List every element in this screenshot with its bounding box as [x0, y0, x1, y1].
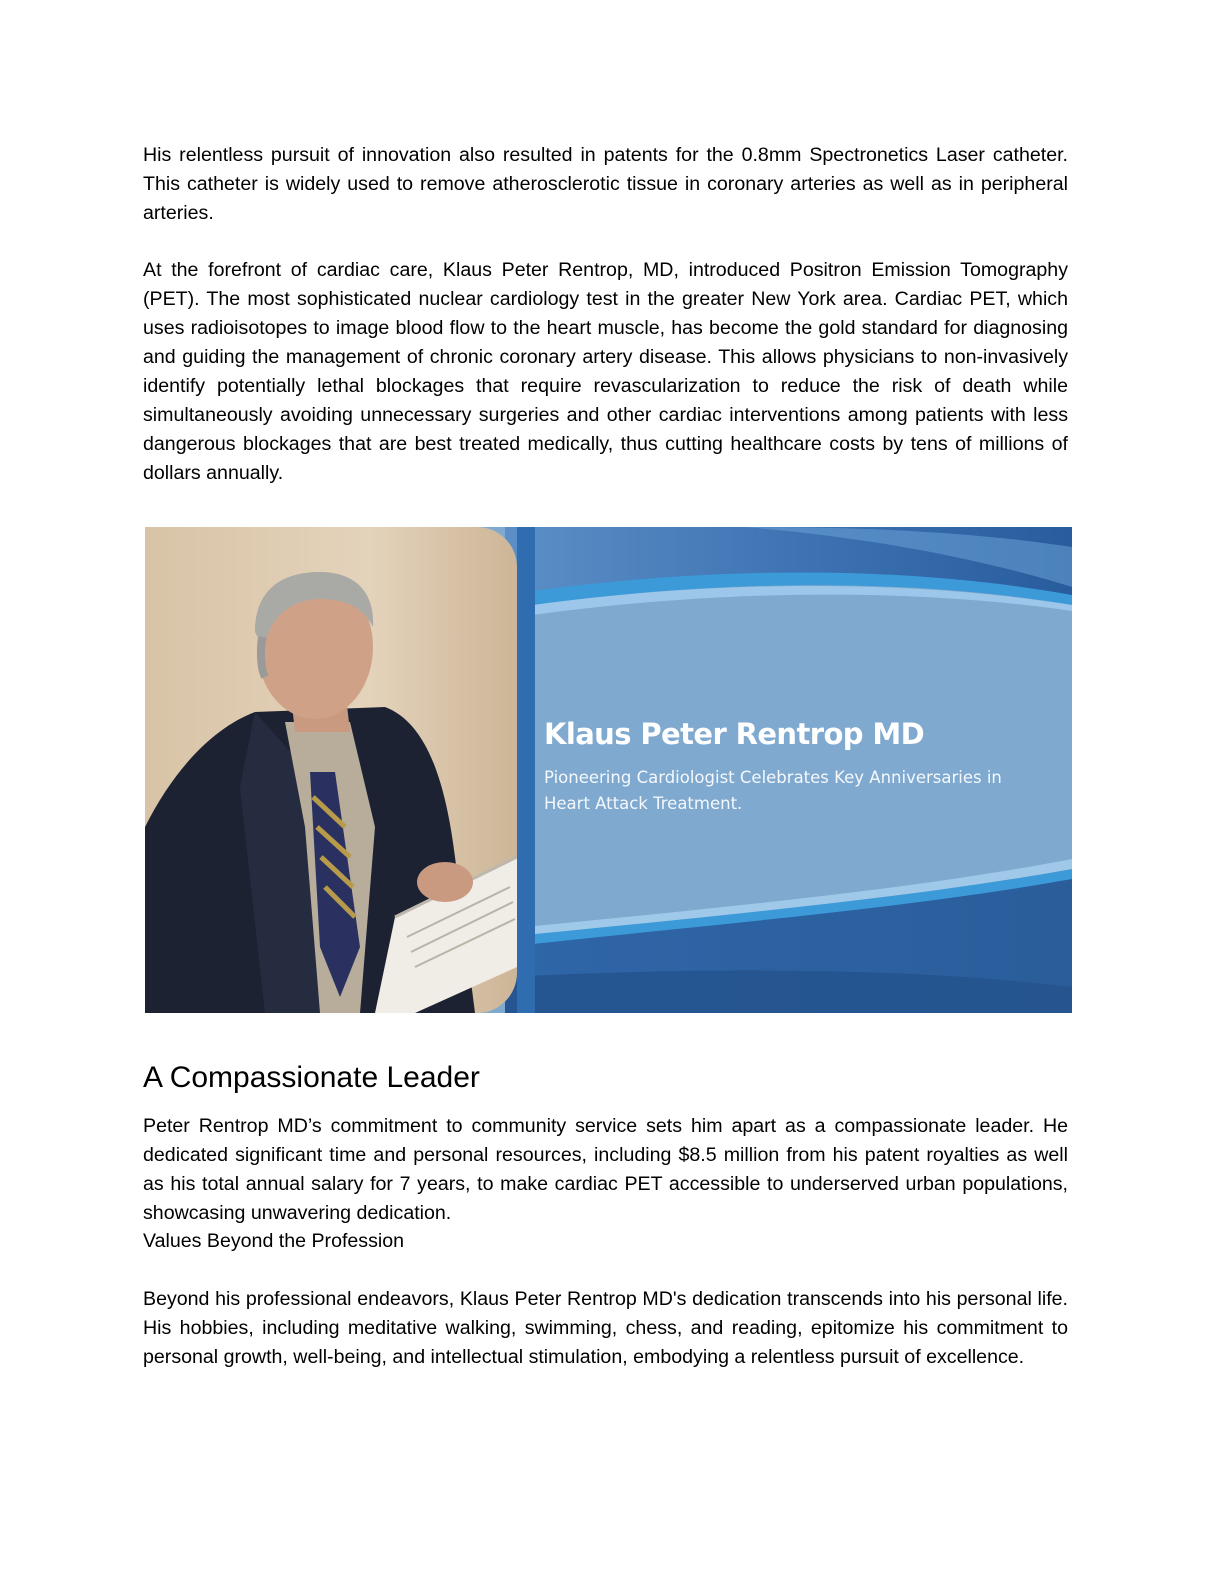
paragraph-community-service: Peter Rentrop MD’s commitment to community service sets him apart as a compassionate leader. He dedicated significant time and personal resources, including $8.5 million from his patent royalties as well as his total annual salary for 7 years, to make cardiac PET accessible to underserved urban populations, showcasing unwavering dedication.: [143, 1115, 1068, 1224]
paragraph-laser-catheter: His relentless pursuit of innovation also resulted in patents for the 0.8mm Spectronetics Laser catheter. This catheter is widely used to remove atherosclerotic tissue in coronary arteries as well as in peripheral arteries.: [143, 144, 1068, 224]
section-subheading: Values Beyond the Profession: [143, 1230, 405, 1252]
banner-title: Klaus Peter Rentrop MD: [544, 717, 925, 751]
banner-subtitle: Pioneering Cardiologist Celebrates Key Anniversaries in Heart Attack Treatment.: [544, 768, 1002, 813]
paragraph-cardiac-pet: At the forefront of cardiac care, Klaus Peter Rentrop, MD, introduced Positron Emission Tomography (PET). The most sophisticated nuclear cardiology test in the greater New York area. Cardiac PET, which uses radioisotopes to image blood flow to the heart muscle, has become the gold standard for diagnosing and guiding the management of chronic coronary artery disease. This allows physicians to non-invasively identify potentially lethal blockages that require revascularization to reduce the risk of death while simultaneously avoiding unnecessary surgeries and other cardiac interventions among patients with less dangerous blockages that are best treated medically, thus cutting healthcare costs by tens of millions of dollars annually.: [143, 259, 1068, 484]
paragraph-personal-life: Beyond his professional endeavors, Klaus Peter Rentrop MD's dedication transcends into his personal life. His hobbies, including meditative walking, swimming, chess, and reading, epitomize his commitment to personal growth, well-being, and intellectual stimulation, embodying a relentless pursuit of excellence.: [143, 1288, 1068, 1368]
portrait-photo: [145, 527, 517, 1013]
profile-banner: [145, 527, 1072, 1013]
section-heading: A Compassionate Leader: [143, 1061, 480, 1094]
